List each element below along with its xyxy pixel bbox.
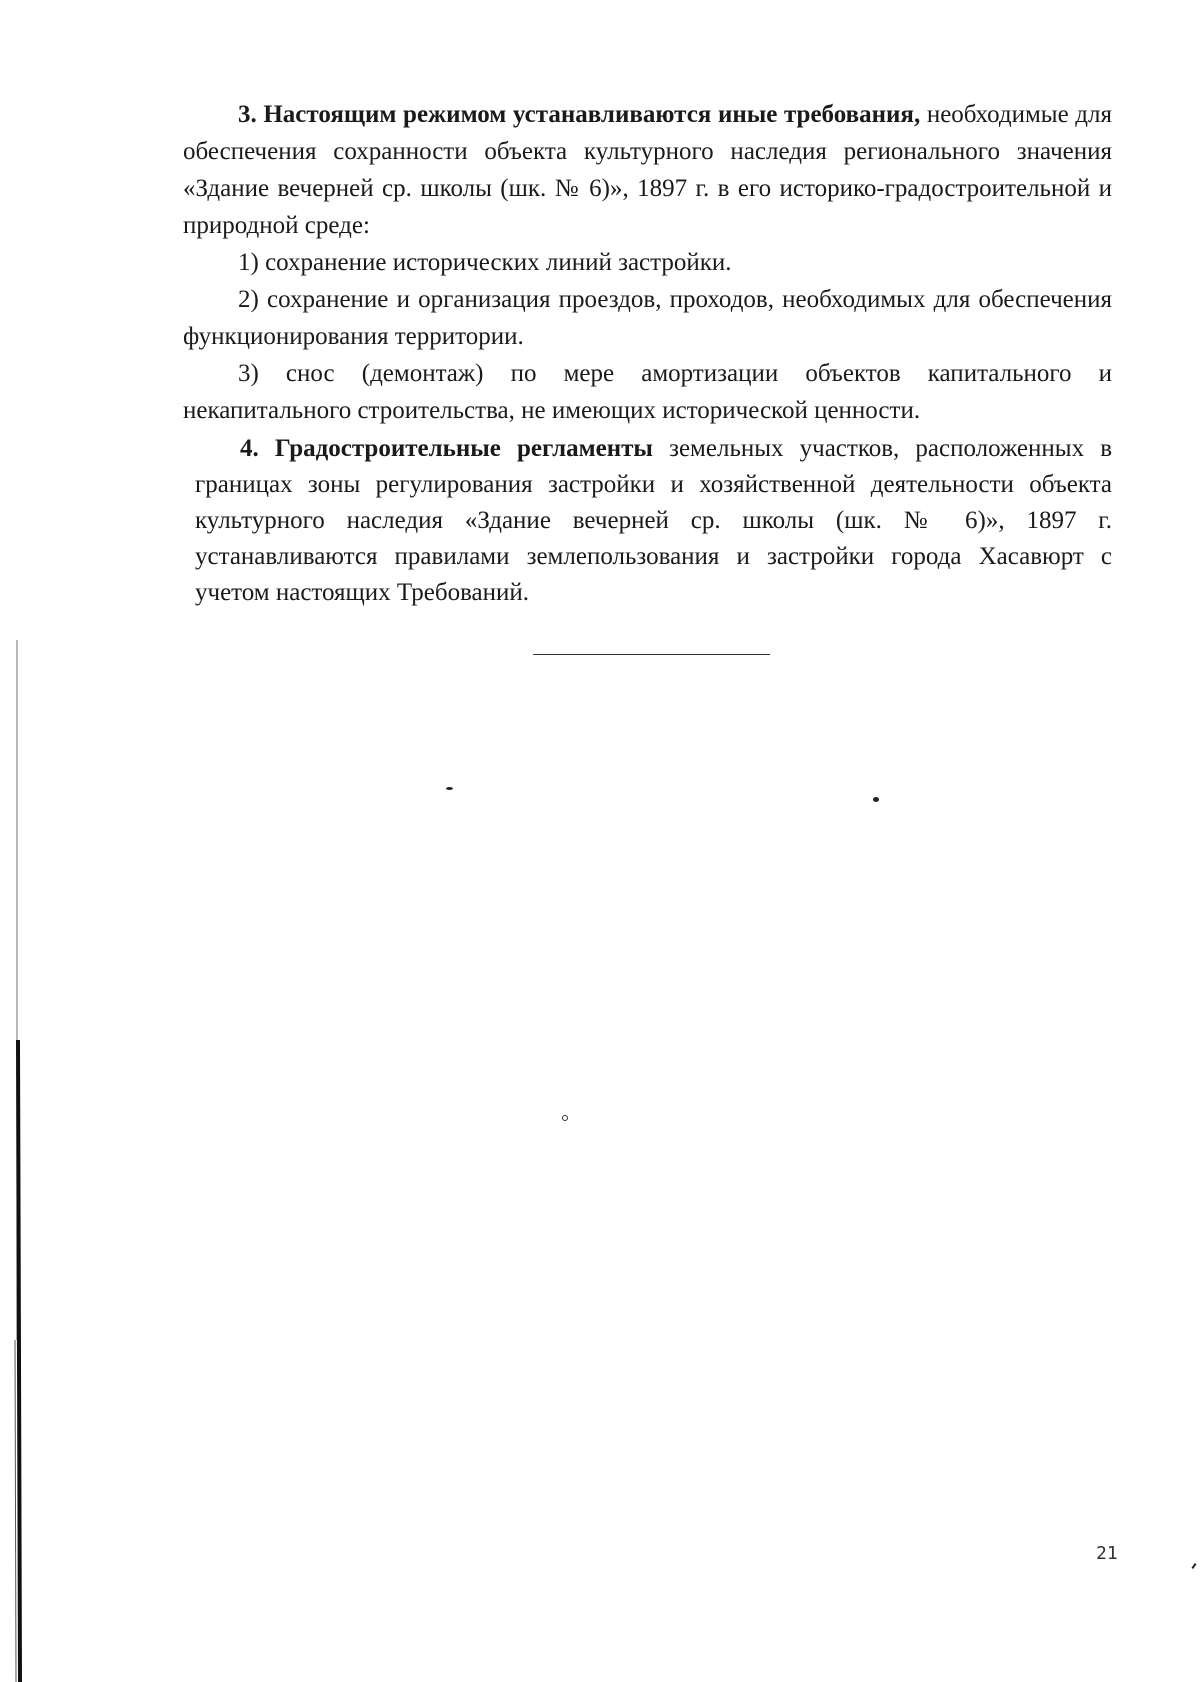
scan-speck	[1191, 1563, 1196, 1569]
section-4-paragraph	[195, 431, 1112, 611]
scan-speck	[446, 787, 453, 790]
section-3-intro: необходимые для обеспечения сохранности объекта культурного наследия регионального значения «Здание вечерней ср. школы (шк. № 6)», 1897 г. в его историко-градостроительной и природной среде:	[183, 101, 1112, 239]
list-item-1: 1) сохранение исторических линий застройки.	[238, 249, 732, 276]
page-number: 21	[1096, 1543, 1118, 1564]
section-4-body: земельных участков, расположенных в границах зоны регулирования застройки и хозяйственной деятельности объекта культурного наследия «Здание вечерней ср. школы (шк. № 6)», 1897 г. устанавливаются правилами землепользования и застройки города Хасавюрт с учетом настоящих Требований.	[195, 435, 1113, 606]
list-item-3: 3) снос (демонтаж) по мере амортизации объектов капитального и некапитального строительства, не имеющих исторической ценности.	[183, 360, 1112, 424]
section-3-heading: 3. Настоящим режимом устанавливаются иные требования,	[238, 101, 921, 128]
list-item-2: 2) сохранение и организация проездов, проходов, необходимых для обеспечения функционирования территории.	[183, 286, 1112, 350]
section-4-heading: 4. Градостроительные регламенты	[240, 435, 653, 462]
scan-speck	[873, 797, 879, 802]
scan-binding-edge	[14, 640, 24, 1682]
section-3-paragraph	[183, 96, 1112, 244]
end-separator-line	[533, 654, 770, 655]
scan-speck	[562, 1115, 568, 1121]
document-body	[183, 96, 1112, 611]
